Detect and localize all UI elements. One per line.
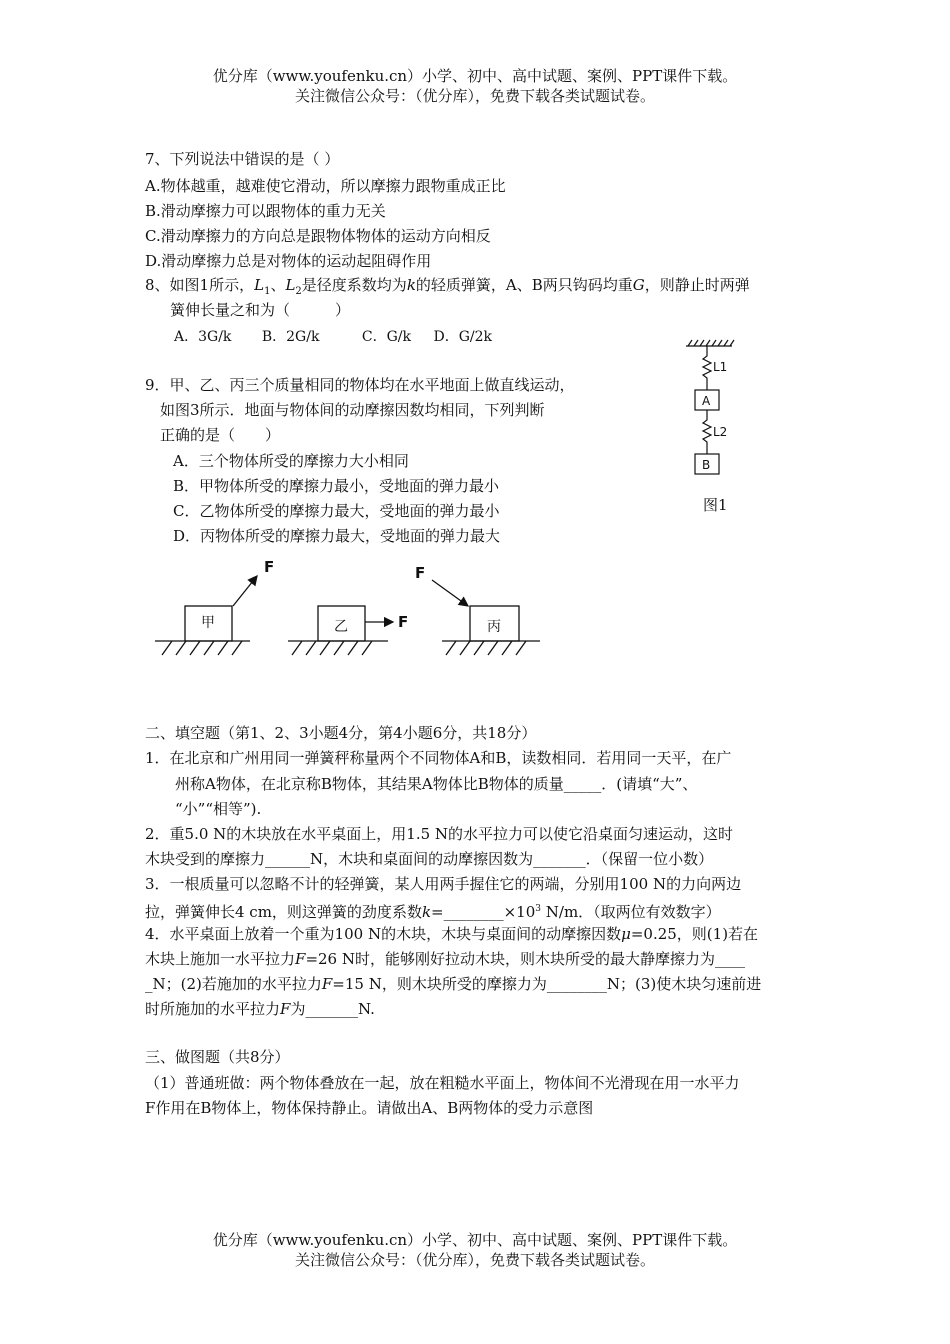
header-line-1: 优分库（www.youfenku.cn）小学、初中、高中试题、案例、PPT课件下载。 xyxy=(212,67,738,85)
q9-line-1: 9．甲、乙、丙三个质量相同的物体均在水平地面上做直线运动， xyxy=(145,376,575,394)
q9-line-2: 如图3所示．地面与物体间的动摩擦因数均相同，下列判断 xyxy=(160,401,545,419)
s2-p4-2a: 木块上施加一水平拉力 xyxy=(145,950,296,968)
s2-p4-4a: 时所施加的水平拉力 xyxy=(145,1000,281,1018)
q8-stem-c: 的轻质弹簧，A、B两只钩码均重 xyxy=(415,276,633,294)
q7-option-c: C.滑动摩擦力的方向总是跟物体物体的运动方向相反 xyxy=(145,227,491,245)
q9-option-b: B．甲物体所受的摩擦力最小，受地面的弹力最小 xyxy=(173,477,500,495)
footer-line-2: 关注微信公众号：（优分库），免费下载各类试题试卷。 xyxy=(294,1251,655,1269)
s2-p3-sup: 3 xyxy=(535,904,542,914)
fig3-block-yi: 乙 xyxy=(334,619,348,635)
s2-p3-c: N/m．（取两位有效数字） xyxy=(541,903,721,921)
s3-line1: （1）普通班做：两个物体叠放在一起，放在粗糙水平面上，物体间不光滑现在用一水平力 xyxy=(145,1074,740,1092)
q8-stem-d: ，则静止时两弹 xyxy=(644,276,750,294)
fig1-block-b: B xyxy=(702,458,711,472)
q8-stem-a: 8、如图1所示， xyxy=(145,276,255,294)
q8-line2: 簧伸长量之和为（ ） xyxy=(170,301,351,319)
fig1-caption: 图1 xyxy=(703,496,728,514)
q9-option-c: C．乙物体所受的摩擦力最大，受地面的弹力最小 xyxy=(173,502,500,520)
s2-p3-a: 拉，弹簧伸长4 cm，则这弹簧的劲度系数 xyxy=(145,903,422,921)
header-line-2: 关注微信公众号：（优分库），免费下载各类试题试卷。 xyxy=(294,87,655,105)
fig1-label-l2: L2 xyxy=(713,425,728,439)
s2-p3-line1: 3．一根质量可以忽略不计的轻弹簧，某人用两手握住它的两端，分别用100 N的力向两边 xyxy=(145,875,742,893)
q7-option-a: A.物体越重，越难使它滑动，所以摩擦力跟物重成正比 xyxy=(145,177,506,195)
s2-p1-line3: “小”“相等”). xyxy=(175,800,262,818)
s2-p4-2b: =26 N时，能够刚好拉动木块，则木块所受的最大静摩擦力为____ xyxy=(305,950,745,968)
figure1-diagram xyxy=(670,338,780,523)
fig3-force-3: F xyxy=(415,564,426,582)
q8-option-b: B．2G/k xyxy=(261,329,320,345)
figure3-diagram xyxy=(150,555,550,665)
s2-p3-line2 xyxy=(145,898,721,923)
s2-p4-f2: F xyxy=(321,975,333,993)
q8-option-a: A．3G/k xyxy=(174,329,232,345)
fig3-block-bing: 丙 xyxy=(487,619,501,635)
s2-p4-line4 xyxy=(145,998,375,1020)
s2-p4-f3: F xyxy=(280,1000,291,1018)
q8-options xyxy=(174,326,492,348)
s2-p2-line1: 2．重5.0 N的木块放在水平桌面上，用1.5 N的水平拉力可以使它沿桌面匀速运动，这时 xyxy=(145,825,734,843)
s2-p4-3b: =15 N，则木块所受的摩擦力为________N；(3)使木块匀速前进 xyxy=(332,975,762,993)
s2-p2-line2: 木块受到的摩擦力______N，木块和桌面间的动摩擦因数为_______．（保留一位小数） xyxy=(145,850,714,868)
q9-option-a: A．三个物体所受的摩擦力大小相同 xyxy=(173,452,409,470)
fig3-force-2: F xyxy=(398,613,409,631)
s2-p1-line2: 州称A物体，在北京称B物体，其结果A物体比B物体的质量_____．(请填“大”、 xyxy=(175,775,698,793)
q8-k: k xyxy=(406,276,416,294)
q7-stem: 7、下列说法中错误的是（ ） xyxy=(145,150,340,168)
s3-line2: F作用在B物体上，物体保持静止。请做出A、B两物体的受力示意图 xyxy=(145,1099,594,1117)
fig1-label-l1: L1 xyxy=(713,360,728,374)
s2-p4-line1 xyxy=(145,923,758,945)
q7-option-b: B.滑动摩擦力可以跟物体的重力无关 xyxy=(145,202,386,220)
s2-p1-line1: 1．在北京和广州用同一弹簧秤称量两个不同物体A和B，读数相同．若用同一天平，在广 xyxy=(145,749,732,767)
q8-l1-sub: 1 xyxy=(264,286,271,297)
fig3-force-1: F xyxy=(264,558,275,576)
fig1-block-a: A xyxy=(702,394,711,408)
q8-option-c: C．G/k xyxy=(361,329,412,345)
q8-l2: L xyxy=(285,276,296,294)
s2-p4-line2 xyxy=(145,948,745,970)
q9-line-3: 正确的是（ ） xyxy=(160,426,281,444)
s2-p3-b: =________×10 xyxy=(431,903,536,921)
s2-p3-k: k xyxy=(421,903,432,921)
q8-sep: 、 xyxy=(270,276,286,294)
q8-stem-b: 是径度系数均为 xyxy=(301,276,407,294)
q8-g: G xyxy=(632,276,645,294)
q8-l2-sub: 2 xyxy=(295,286,302,297)
s2-p4-1a: 4．水平桌面上放着一个重为100 N的木块，木块与桌面间的动摩擦因数 xyxy=(145,925,622,943)
q8-l1: L xyxy=(254,276,265,294)
footer-line-1: 优分库（www.youfenku.cn）小学、初中、高中试题、案例、PPT课件下载。 xyxy=(212,1231,738,1249)
s2-p4-line3 xyxy=(145,973,761,995)
q7-option-d: D.滑动摩擦力总是对物体的运动起阻碍作用 xyxy=(145,252,432,270)
s2-p4-f1: F xyxy=(295,950,306,968)
section3-title: 三、做图题（共8分） xyxy=(145,1048,290,1066)
fig3-block-jia: 甲 xyxy=(201,615,215,631)
q9-option-d: D．丙物体所受的摩擦力最大，受地面的弹力最大 xyxy=(173,527,501,545)
s2-p4-3a: _N；(2)若施加的水平拉力 xyxy=(145,975,322,993)
s2-p4-mu: μ xyxy=(621,925,631,943)
section2-title: 二、填空题（第1、2、3小题4分，第4小题6分，共18分） xyxy=(145,724,537,742)
s2-p4-4b: 为_______N. xyxy=(290,1000,375,1018)
s2-p4-1b: =0.25，则(1)若在 xyxy=(630,925,759,943)
q8-option-d: D．G/2k xyxy=(433,329,492,345)
